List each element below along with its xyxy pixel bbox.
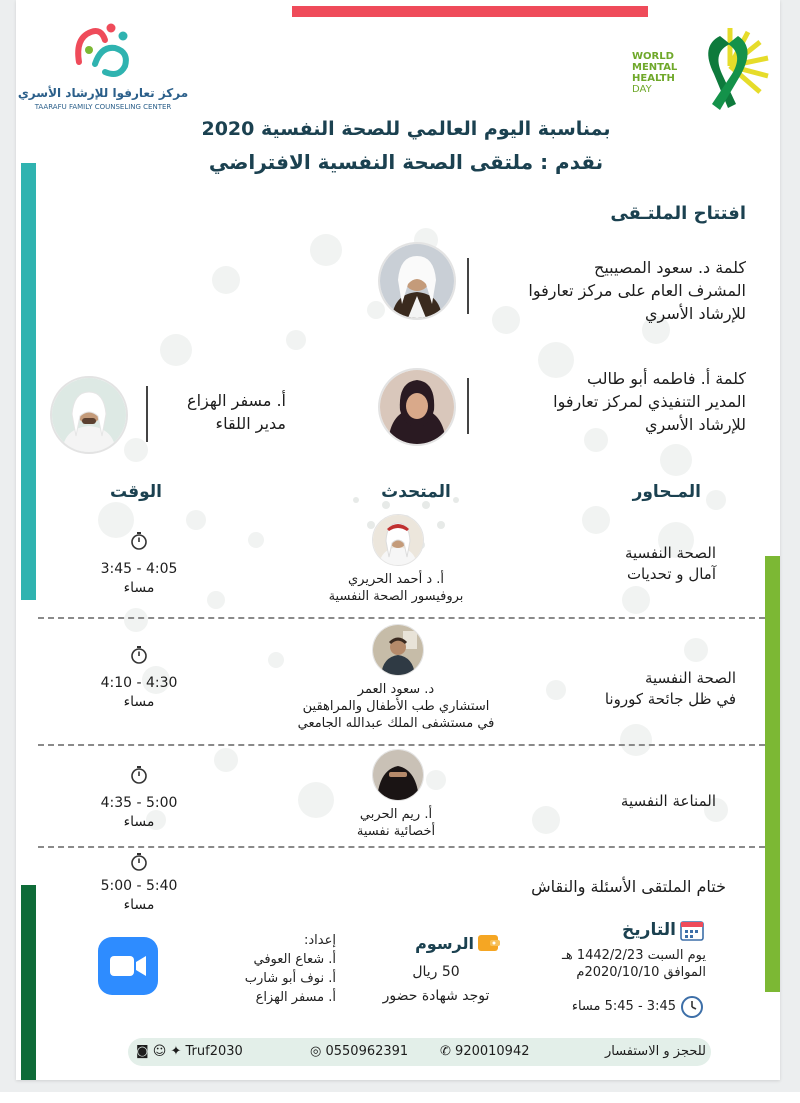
page-title: بمناسبة اليوم العالمي للصحة النفسية 2020 <box>201 118 611 140</box>
date-hijri: يوم السبت 1442/2/23 هـ <box>562 948 706 963</box>
prepared-by-label: إعداد: <box>304 933 336 948</box>
stopwatch-icon <box>129 765 149 785</box>
org-name-english: TAARAFU FAMILY COUNSELING CENTER <box>34 103 172 111</box>
avatar <box>50 376 128 454</box>
speaker-role: بروفيسور الصحة النفسية <box>328 589 464 604</box>
opening-speech-1 <box>476 256 746 325</box>
calendar-icon <box>680 919 704 941</box>
topic-line: الصحة النفسية <box>644 669 736 687</box>
snapchat-icon: ☺ <box>152 1044 167 1059</box>
time-range: 5:00 - 5:40 <box>100 878 178 894</box>
time-period: مساء <box>123 814 155 830</box>
speaker-role: استشاري طب الأطفال والمراهقين <box>302 699 490 714</box>
speaker-photo-saud-musaibih <box>380 244 454 318</box>
fee-value: 50 ريال <box>412 964 460 980</box>
agenda-row-3-speaker <box>266 806 526 840</box>
moderator-name: أ. مسفر الهزاع <box>187 391 286 410</box>
avatar <box>378 242 456 320</box>
whd-line-3: HEALTH <box>632 73 675 84</box>
agenda-row-3-topic <box>516 791 716 812</box>
taarafu-logo-icon <box>71 18 137 80</box>
col-speaker-header: المتحدث <box>381 482 451 502</box>
flyer-card <box>16 0 780 1080</box>
col-time-header: الوقت <box>110 482 162 502</box>
clock-icon <box>680 995 704 1019</box>
whatsapp-icon: ◎ <box>310 1044 322 1059</box>
opening-heading: افتتاح الملتـقى <box>610 203 746 224</box>
agenda-row-2-speaker <box>266 681 526 732</box>
event-time-range: 3:45 - 5:45 مساء <box>571 999 676 1014</box>
closing-time <box>79 877 199 915</box>
speaker-name: د. سعود العمر <box>357 682 435 697</box>
topic-line: آمال و تحديات <box>626 565 716 583</box>
world-mental-health-day-logo-icon <box>690 26 770 116</box>
moderator-role: مدير اللقاء <box>215 414 286 433</box>
video-camera-icon <box>98 937 158 995</box>
social-handles <box>136 1044 306 1059</box>
time-range: 4:10 - 4:30 <box>100 675 178 691</box>
top-accent-bar <box>292 6 648 17</box>
phone-number <box>440 1044 560 1059</box>
org-name-arabic: مركز تعارفوا للإرشاد الأسري <box>17 86 189 100</box>
agenda-row-1-speaker <box>266 571 526 605</box>
row-separator <box>38 846 765 848</box>
speaker-photo-fatima-abutalib <box>380 370 454 444</box>
agenda-row-1-topic <box>516 543 716 585</box>
stopwatch-icon <box>129 531 149 551</box>
teal-side-bar <box>21 163 36 600</box>
bottom-page-strip <box>0 1092 800 1103</box>
speaker-name: أ. د أحمد الحريري <box>347 572 445 587</box>
whatsapp-number <box>310 1044 430 1059</box>
avatar <box>372 749 424 801</box>
prepared-by-block <box>206 931 336 1007</box>
moderator-photo <box>52 378 126 452</box>
topic-line: الصحة النفسية <box>624 544 716 562</box>
stopwatch-icon <box>129 645 149 665</box>
col-topics-header: المـحاور <box>632 482 701 502</box>
agenda-row-1-time <box>79 560 199 598</box>
agenda-row-2-topic <box>516 668 736 710</box>
twitter-icon: ✦ <box>170 1044 182 1059</box>
date-label: التاريخ <box>622 920 676 940</box>
certificate-note: توجد شهادة حضور <box>382 988 490 1004</box>
speaker-name: أ. ريم الحربي <box>359 807 433 822</box>
moderator-block <box>156 389 286 435</box>
speech-1-line-1: كلمة د. سعود المصيبيح <box>594 258 746 277</box>
avatar <box>372 624 424 676</box>
preparer-name: أ. نوف أبو شارب <box>244 971 336 986</box>
zoom-app-icon <box>98 937 158 995</box>
row-separator <box>38 617 765 619</box>
closing-session: ختام الملتقى الأسئلة والنقاش <box>531 877 726 896</box>
speech-2-line-3: للإرشاد الأسري <box>645 415 746 434</box>
social-handle-text: Truf2030 <box>185 1044 243 1059</box>
fee-label: الرسوم <box>415 934 474 953</box>
speech-1-line-2: المشرف العام على مركز تعارفوا <box>528 281 746 300</box>
agenda-row-3-time <box>79 794 199 832</box>
speech-1-line-3: للإرشاد الأسري <box>645 304 746 323</box>
speech-2-line-2: المدير التنفيذي لمركز تعارفوا <box>553 392 746 411</box>
instagram-icon: ◙ <box>136 1044 149 1059</box>
topic-line: المناعة النفسية <box>620 792 716 810</box>
whd-line-1: WORLD <box>632 51 674 62</box>
speaker-role: أخصائية نفسية <box>356 824 436 839</box>
whatsapp-number-text: 0550962391 <box>325 1044 409 1059</box>
opening-speech-2 <box>476 367 746 436</box>
whd-line-2: MENTAL <box>632 62 678 73</box>
date-gregorian: الموافق 2020/10/10م <box>576 965 706 980</box>
green-side-bar <box>765 556 780 992</box>
speaker-photo-reem-alharbi <box>373 750 423 800</box>
topic-line: في ظل جائحة كورونا <box>604 690 736 708</box>
preparer-name: أ. شعاع العوفي <box>253 952 336 967</box>
avatar <box>372 514 424 566</box>
speaker-role-2: في مستشفى الملك عبدالله الجامعي <box>297 716 495 731</box>
phone-icon: ✆ <box>440 1044 451 1059</box>
divider <box>146 386 148 442</box>
time-period: مساء <box>123 897 155 913</box>
preparer-name: أ. مسفر الهزاع <box>255 990 336 1005</box>
avatar <box>378 368 456 446</box>
whd-line-4: DAY <box>632 84 652 95</box>
time-range: 3:45 - 4:05 <box>100 561 178 577</box>
divider <box>467 258 469 314</box>
time-range: 4:35 - 5:00 <box>100 795 178 811</box>
divider <box>467 378 469 434</box>
page-subtitle: نقدم : ملتقى الصحة النفسية الافتراضي <box>208 150 604 174</box>
speech-2-line-1: كلمة أ. فاطمه أبو طالب <box>586 369 746 388</box>
dark-green-side-bar <box>21 885 36 1080</box>
wallet-icon <box>476 929 502 955</box>
world-mental-health-day-text <box>632 51 677 95</box>
time-period: مساء <box>123 580 155 596</box>
speaker-photo-ahmed-alhariri <box>373 515 423 565</box>
booking-label: للحجز و الاستفسار <box>604 1044 706 1059</box>
row-separator <box>38 744 765 746</box>
date-block <box>536 947 706 981</box>
time-period: مساء <box>123 694 155 710</box>
agenda-row-2-time <box>79 674 199 712</box>
speaker-photo-saud-alomar <box>373 625 423 675</box>
phone-number-text: 920010942 <box>455 1044 530 1059</box>
stopwatch-icon <box>129 852 149 872</box>
